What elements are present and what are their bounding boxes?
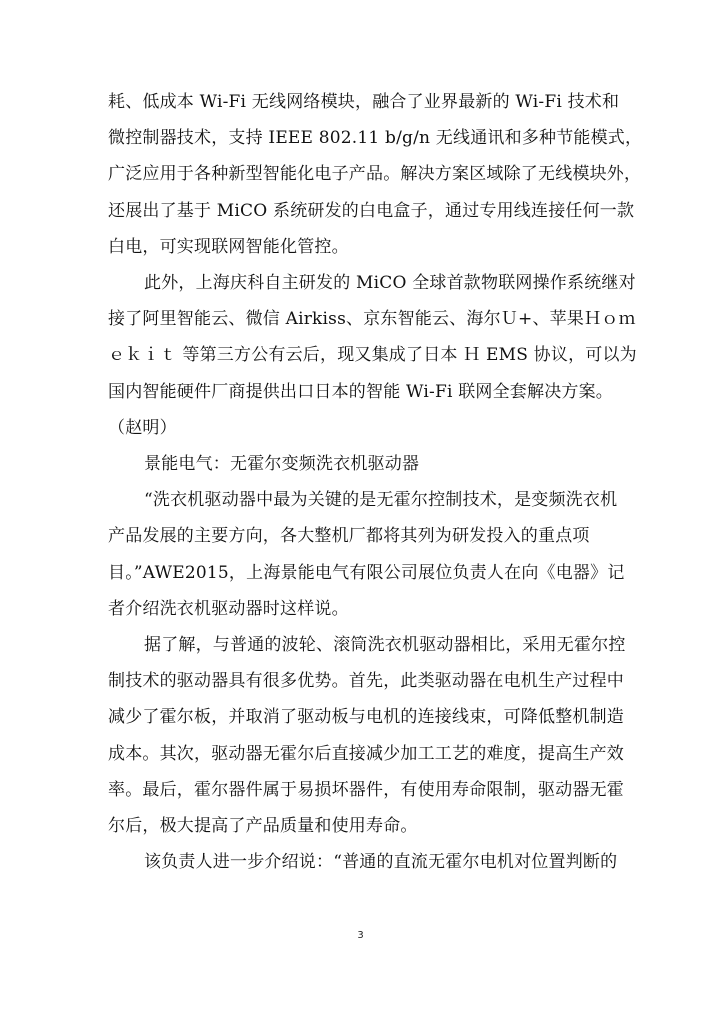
text-line: 白电，可实现联网智能化管控。	[108, 236, 349, 257]
section-heading: 景能电气：无霍尔变频洗衣机驱动器	[144, 454, 420, 474]
text-line: 接了阿里智能云、微信 Airkiss、京东智能云、海尔Ｕ+、苹果Ｈｏｍ	[108, 309, 636, 330]
text-line: ｅｋｉｔ 等第三方公有云后，现又集成了日本 Ｈ EMS 协议，可以为	[108, 345, 637, 366]
text-line: 还展出了基于 MiCO 系统研发的白电盒子，通过专用线连接任何一款	[108, 200, 635, 221]
text-line: 者介绍洗衣机驱动器时这样说。	[108, 598, 349, 619]
text-line: （赵明）	[108, 417, 177, 438]
text-line: 目。”AWE2015，上海景能电气有限公司展位负责人在向《电器》记	[108, 562, 625, 583]
text-line: 制技术的驱动器具有很多优势。首先，此类驱动器在电机生产过程中	[108, 671, 624, 692]
text-line: 产品发展的主要方向，各大整机厂都将其列为研发投入的重点项	[108, 526, 590, 547]
page-number: 3	[357, 930, 364, 941]
text-line: 国内智能硬件厂商提供出口日本的智能 Wi-Fi 联网全套解决方案。	[108, 381, 613, 402]
text-line: 减少了霍尔板，并取消了驱动板与电机的连接线束，可降低整机制造	[108, 707, 624, 728]
text-line: “洗衣机驱动器中最为关键的是无霍尔控制技术，是变频洗衣机	[144, 490, 618, 511]
text-line: 尔后，极大提高了产品质量和使用寿命。	[108, 816, 418, 836]
text-line: 微控制器技术，支持 IEEE 802.11 b/g/n 无线通讯和多种节能模式，	[108, 128, 643, 149]
text-line: 该负责人进一步介绍说：“普通的直流无霍尔电机对位置判断的	[144, 852, 618, 873]
text-line: 广泛应用于各种新型智能化电子产品。解决方案区域除了无线模块外，	[108, 164, 642, 185]
text-line: 成本。其次，驱动器无霍尔后直接减少加工工艺的难度，提高生产效	[108, 743, 624, 764]
text-line: 据了解，与普通的波轮、滚筒洗衣机驱动器相比，采用无霍尔控	[144, 635, 626, 655]
text-line: 耗、低成本 Wi-Fi 无线网络模块，融合了业界最新的 Wi-Fi 技术和	[108, 92, 620, 112]
text-line: 率。最后，霍尔器件属于易损坏器件，有使用寿命限制，驱动器无霍	[108, 779, 624, 800]
text-line: 此外，上海庆科自主研发的 MiCO 全球首款物联网操作系统继对	[144, 273, 636, 293]
